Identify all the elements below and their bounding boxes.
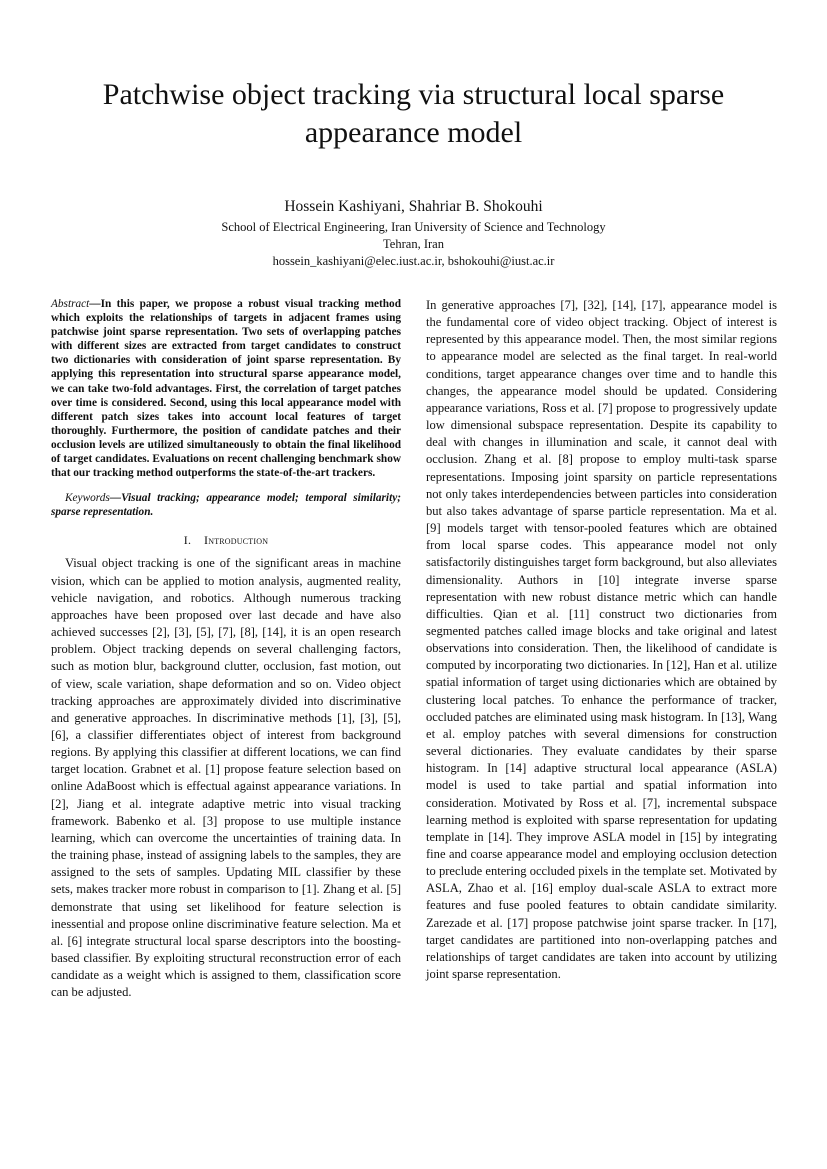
section-heading-introduction [51, 532, 401, 549]
intro-paragraph-2: In generative approaches [7], [32], [14], [17], appearance model is the fundamental core of video object tracking. Object of interest is represented by this appearance model. Then, the most similar regions to appearance model are selected as the final target. In real-world conditions, target appearance changes over time and to handle this changes, the appearance model should be updated. Considering appearance variations, Ross et al. [7] propose to progressively update low dimensional subspace representation. Despite its capability to deal with changes in illumination and scale, it cannot deal with occlusion. Zhang et al. [8] propose to employ multi-task sparse representations. Imposing joint sparsity on particle representations not only takes interdependencies between particles into consideration but also takes advantage of sparse particle representation. Ma et al. [9] models target with tensor-pooled features which are obtained from local sparse codes. This appearance model not only satisfactorily distinguishes target form background, but also alleviates dimensionality. Authors in [10] integrate inverse sparse representation with new robust distance metric which can handle difficulties. Qian et al. [11] construct two dictionaries from segmented patches called image blocks and take original and latest observations into consideration. Then, the likelihood of candidate is computed by incorporating two dictionaries. In [12], Han et al. utilize spatial information of target using dictionaries which are obtained by clustering local patches. To enhance the performance of tracker, occluded patches are eliminated using mask histogram. In [13], Wang et al. employ patches with several dimensions for construction several dictionaries. They evaluate candidates by their sparse histogram. In [14] adaptive structural local appearance (ASLA) model is used to take partial and spatial information into consideration. Motivated by Ross et al. [7], incremental subspace learning method is exploited with sparse representation for updating template in [14]. They improve ASLA model in [15] by integrating fine and coarse appearance model and employing occlusion detection to preclude entering occluded pixels in the template set. Motivated by ASLA, Zhao et al. [16] employ dual-scale ASLA to extract more features and fuse pooled features to obtain candidate similarity. Zarezade et al. [17] propose patchwise joint sparse tracker. In [17], target candidates are partitioned into non-overlapping patches and relationships of target candidates are taken into account by utilizing joint sparse representation. [426, 298, 778, 982]
keywords [51, 491, 401, 519]
location: Tehran, Iran [383, 237, 444, 251]
abstract [51, 297, 401, 480]
abstract-dash: — [89, 298, 101, 310]
keywords-label: Keywords [65, 492, 110, 505]
author-list: Hossein Kashiyani, Shahriar B. Shokouhi [284, 198, 543, 215]
section-title: Introduction [204, 533, 269, 548]
title-line-2: appearance model [304, 116, 523, 149]
section-number: I. [183, 533, 192, 548]
affiliation: School of Electrical Engineering, Iran University of Science and Technology [221, 220, 606, 234]
abstract-label: Abstract [51, 298, 90, 310]
keywords-dash: — [109, 492, 122, 505]
keywords-text: Visual tracking; appearance model; temporal similarity; sparse representation. [51, 492, 401, 519]
intro-paragraph-1: Visual object tracking is one of the significant areas in machine vision, which can be applied to motion analysis, augmented reality, vehicle navigation, and robotics. Although numerous tracking approaches have been proposed over last decade and have also achieved successes [2], [3], [5], [7], [8], [14], it is an open research problem. Object tracking depends on several challenging factors, such as motion blur, background clutter, occlusion, fast motion, out of view, scale variation, shape deformation and so on. Video object tracking approaches are approximately divided into discriminative and generative approaches. In discriminative methods [1], [3], [5], [6], a classifier differentiates object of interest from background regions. By applying this classifier at different locations, we can find target location. Grabnet et al. [1] propose feature selection based on online AdaBoost which is effectual against appearance variations. In [2], Jiang et al. integrate adaptive metric into visual tracking framework. Babenko et al. [3] propose to use multiple instance learning, which can overcome the uncertainties of training data. In the training phase, instead of assigning labels to the samples, they are assigned to the sets of samples. Updating MIL classifier by these sets, makes tracker more robust in comparison to [1]. Zhang et al. [5] demonstrate that using set likelihood for feature selection is inessential and propose online discriminative feature selection. Ma et al. [6] integrate structural local sparse descriptors into the boosting-based classifier. By exploiting structural reconstruction error of each candidate as a weight which is assigned to them, classification score can be adjusted. [51, 556, 401, 1000]
paper-title [40, 76, 787, 152]
abstract-text: In this paper, we propose a robust visual tracking method which exploits the relationships of targets in adjacent frames using patchwise joint sparse representation. Two sets of overlapping patches with different sizes are extracted from target candidates to construct two dictionaries with consideration of joint sparse representation. By applying this representation into structural sparse appearance model, we can take two-fold advantages. First, the correlation of target patches over time is considered. Second, using this local appearance model with different patch sizes takes into account local features of target thoroughly. Furthermore, the position of candidate patches and their occlusion levels are utilized simultaneously to obtain the final likelihood of target candidates. Evaluations on recent challenging benchmark show that our tracking method outperforms the state-of-the-art trackers. [51, 298, 401, 480]
left-column [51, 297, 401, 1001]
author-emails: hossein_kashiyani@elec.iust.ac.ir, bshokouhi@iust.ac.ir [272, 254, 555, 268]
title-line-1: Patchwise object tracking via structural local sparse [102, 78, 725, 111]
right-column [426, 297, 777, 983]
